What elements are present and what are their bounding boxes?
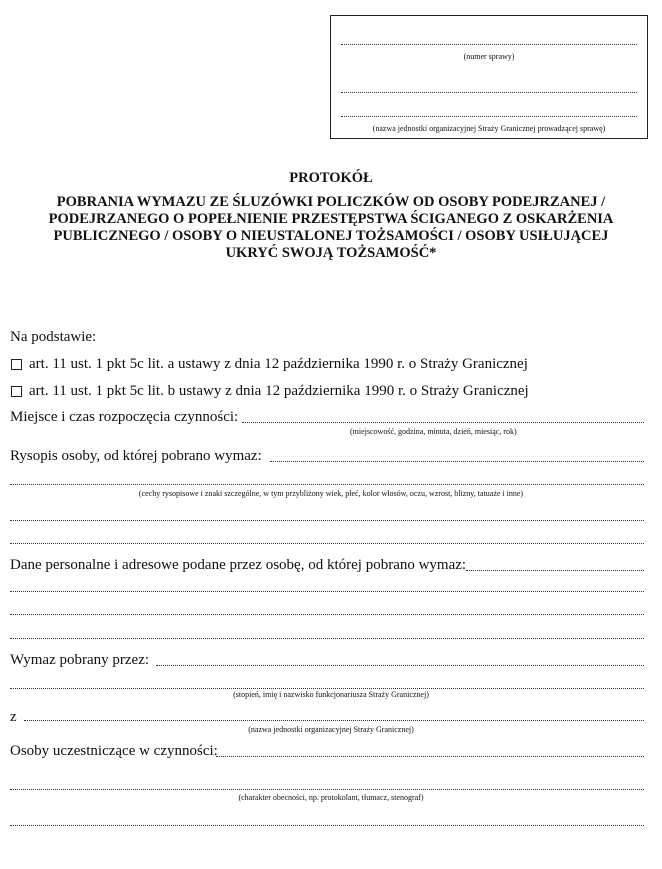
case-number-caption: (numer sprawy) <box>463 52 515 61</box>
participants-input-line-3[interactable] <box>10 825 644 826</box>
description-input-line-4[interactable] <box>10 543 644 544</box>
taken-by-label: Wymaz pobrany przez: <box>10 652 150 668</box>
legal-basis-a-checkbox[interactable] <box>11 359 22 370</box>
document-heading: PROTOKÓŁ <box>289 170 373 186</box>
description-label: Rysopis osoby, od której pobrano wymaz: <box>10 448 262 464</box>
legal-basis-b-checkbox[interactable] <box>11 386 22 397</box>
place-time-label: Miejsce i czas rozpoczęcia czynności: <box>10 409 239 425</box>
case-header-box <box>330 15 648 139</box>
description-input-line-3[interactable] <box>10 520 644 521</box>
case-number-line[interactable] <box>341 44 637 45</box>
personal-data-label: Dane personalne i adresowe podane przez osobę, od której pobrano wymaz: <box>10 557 467 573</box>
legal-basis-label: Na podstawie: <box>10 329 97 345</box>
description-input-line-1[interactable] <box>270 461 644 462</box>
from-unit-caption: (nazwa jednostki organizacyjnej Straży Granicznej) <box>248 725 414 734</box>
taken-by-input-line-2[interactable] <box>10 688 644 689</box>
place-time-input-line[interactable] <box>242 422 644 423</box>
personal-data-input-line-1[interactable] <box>466 570 644 571</box>
taken-by-caption: (stopień, imię i nazwisko funkcjonariusza Straży Granicznej) <box>233 690 429 699</box>
title-line-1: POBRANIA WYMAZU ZE ŚLUZÓWKI POLICZKÓW OD OSOBY PODEJRZANEJ / <box>56 194 606 210</box>
legal-basis-b-text: art. 11 ust. 1 pkt 5c lit. b ustawy z dnia 12 października 1990 r. o Straży Granicznej <box>29 383 529 399</box>
personal-data-input-line-3[interactable] <box>10 614 644 615</box>
participants-input-line-1[interactable] <box>216 756 644 757</box>
title-line-2: PODEJRZANEGO O POPEŁNIENIE PRZESTĘPSTWA ŚCIGANEGO Z OSKARŻENIA <box>48 211 614 227</box>
unit-line-1[interactable] <box>341 92 637 93</box>
personal-data-input-line-4[interactable] <box>10 638 644 639</box>
title-line-4: UKRYĆ SWOJĄ TOŻSAMOŚĆ* <box>225 245 437 261</box>
personal-data-input-line-2[interactable] <box>10 591 644 592</box>
taken-by-input-line-1[interactable] <box>156 665 644 666</box>
participants-input-line-2[interactable] <box>10 789 644 790</box>
description-caption: (cechy rysopisowe i znaki szczególne, w tym przybliżony wiek, płeć, kolor włosów, oczu, wzrost, blizny, tatuaże i inne) <box>138 489 524 498</box>
participants-label: Osoby uczestniczące w czynności: <box>10 743 218 759</box>
unit-caption: (nazwa jednostki organizacyjnej Straży Granicznej prowadzącej sprawę) <box>372 124 606 133</box>
legal-basis-a-text: art. 11 ust. 1 pkt 5c lit. a ustawy z dnia 12 października 1990 r. o Straży Granicznej <box>29 356 528 372</box>
title-line-3: PUBLICZNEGO / OSOBY O NIEUSTALONEJ TOŻSAMOŚCI / OSOBY USIŁUJĄCEJ <box>53 228 609 244</box>
place-time-caption: (miejscowość, godzina, minuta, dzień, miesiąc, rok) <box>350 427 517 436</box>
description-input-line-2[interactable] <box>10 484 644 485</box>
from-unit-input-line[interactable] <box>24 720 644 721</box>
from-unit-label: z <box>10 709 17 725</box>
unit-line-2[interactable] <box>341 116 637 117</box>
participants-caption: (charakter obecności, np. protokolant, tłumacz, stenograf) <box>238 793 424 802</box>
